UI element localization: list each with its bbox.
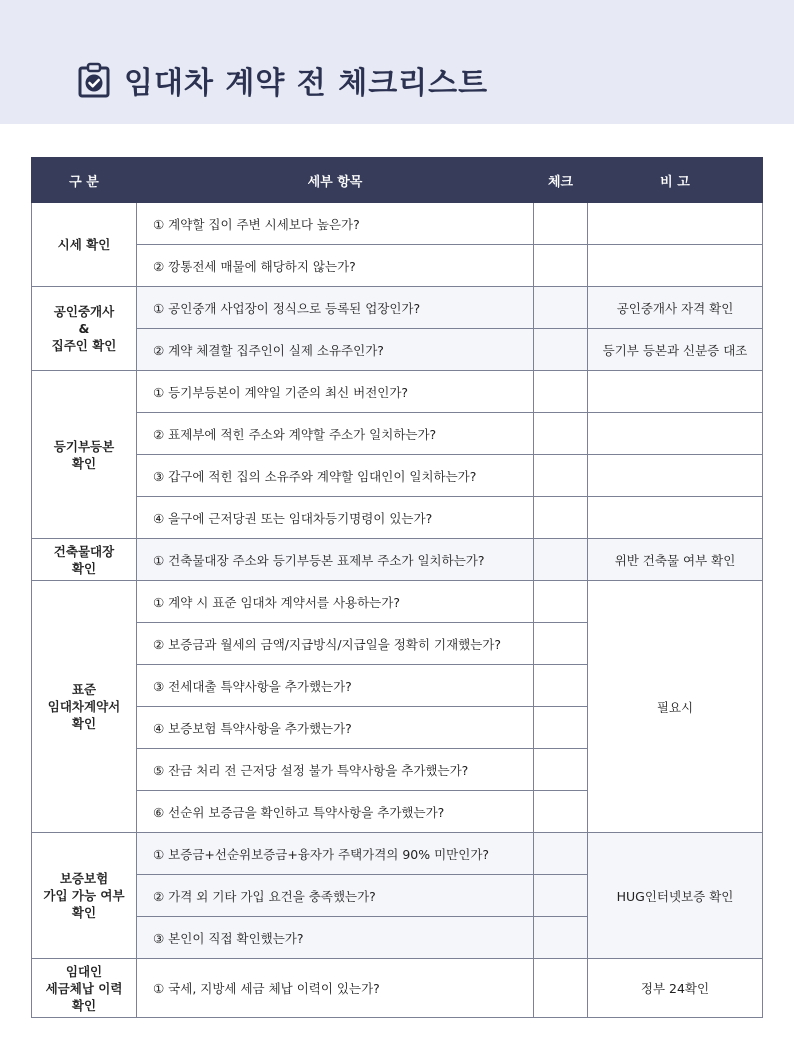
check-box[interactable] <box>534 371 588 413</box>
item-cell: ③ 본인이 직접 확인했는가? <box>137 917 534 959</box>
category-line: 보증보험 <box>59 871 109 886</box>
item-cell: ③ 전세대출 특약사항을 추가했는가? <box>137 665 534 707</box>
header-banner <box>0 0 794 124</box>
check-box[interactable] <box>534 875 588 917</box>
category-cell: 시세 확인 <box>32 203 137 287</box>
check-box[interactable] <box>534 287 588 329</box>
item-cell: ② 가격 외 기타 가입 요건을 충족했는가? <box>137 875 534 917</box>
clipboard-check-icon <box>78 62 110 98</box>
category-line: 표준 <box>71 682 97 697</box>
header-check: 체크 <box>534 158 588 203</box>
title-group <box>78 58 488 102</box>
note-cell: 공인중개사 자격 확인 <box>588 287 763 329</box>
category-cell <box>32 581 137 833</box>
check-box[interactable] <box>534 497 588 539</box>
category-cell <box>32 539 137 581</box>
check-box[interactable] <box>534 959 588 1018</box>
item-cell: ② 보증금과 월세의 금액/지급방식/지급일을 정확히 기재했는가? <box>137 623 534 665</box>
check-box[interactable] <box>534 917 588 959</box>
table-row <box>32 581 763 623</box>
category-line: 공인중개사 <box>53 304 115 319</box>
check-box[interactable] <box>534 791 588 833</box>
table-row <box>32 287 763 329</box>
check-box[interactable] <box>534 245 588 287</box>
category-line: 확인 <box>71 997 97 1013</box>
note-cell: 등기부 등본과 신분증 대조 <box>588 329 763 371</box>
note-cell: 정부 24확인 <box>588 959 763 1018</box>
table-row <box>32 245 763 287</box>
category-line: 확인 <box>71 455 97 471</box>
check-box[interactable] <box>534 665 588 707</box>
note-cell: 위반 건축물 여부 확인 <box>588 539 763 581</box>
category-cell <box>32 833 137 959</box>
category-line: & <box>78 321 90 336</box>
category-line: 집주인 확인 <box>51 338 117 353</box>
item-cell: ④ 을구에 근저당권 또는 임대차등기명령이 있는가? <box>137 497 534 539</box>
note-cell <box>588 455 763 497</box>
note-cell <box>588 413 763 455</box>
page-title: 임대차 계약 전 체크리스트 <box>124 66 489 101</box>
check-box[interactable] <box>534 623 588 665</box>
category-line: 확인 <box>71 716 97 731</box>
category-cell <box>32 287 137 371</box>
table-row <box>32 329 763 371</box>
check-box[interactable] <box>534 455 588 497</box>
item-cell: ⑥ 선순위 보증금을 확인하고 특약사항을 추가했는가? <box>137 791 534 833</box>
item-cell: ① 등기부등본이 계약일 기준의 최신 버전인가? <box>137 371 534 413</box>
check-box[interactable] <box>534 833 588 875</box>
category-cell <box>32 371 137 539</box>
item-cell: ② 계약 체결할 집주인이 실제 소유주인가? <box>137 329 534 371</box>
item-cell: ② 깡통전세 매물에 해당하지 않는가? <box>137 245 534 287</box>
item-cell: ① 보증금+선순위보증금+융자가 주택가격의 90% 미만인가? <box>137 833 534 875</box>
table-row <box>32 959 763 1018</box>
table-row <box>32 539 763 581</box>
note-cell <box>588 245 763 287</box>
category-line: 확인 <box>71 905 97 920</box>
item-cell: ① 계약할 집이 주변 시세보다 높은가? <box>137 203 534 245</box>
category-line: 임대인 <box>65 963 103 979</box>
note-cell: 필요시 <box>588 581 763 833</box>
item-cell: ③ 갑구에 적힌 집의 소유주와 계약할 임대인이 일치하는가? <box>137 455 534 497</box>
note-cell <box>588 371 763 413</box>
table-row <box>32 371 763 413</box>
item-cell: ① 공인중개 사업장이 정식으로 등록된 업장인가? <box>137 287 534 329</box>
check-box[interactable] <box>534 539 588 581</box>
header-item: 세부 항목 <box>137 158 534 203</box>
category-cell <box>32 959 137 1018</box>
table-row <box>32 203 763 245</box>
check-box[interactable] <box>534 329 588 371</box>
item-cell: ④ 보증보험 특약사항을 추가했는가? <box>137 707 534 749</box>
category-line: 임대차계약서 <box>47 699 121 714</box>
header-note: 비 고 <box>588 158 763 203</box>
category-line: 가입 가능 여부 <box>43 888 125 903</box>
category-line: 등기부등본 <box>53 438 115 454</box>
item-cell: ① 국세, 지방세 세금 체납 이력이 있는가? <box>137 959 534 1018</box>
header-category: 구 분 <box>32 158 137 203</box>
table-row <box>32 413 763 455</box>
check-box[interactable] <box>534 413 588 455</box>
check-box[interactable] <box>534 581 588 623</box>
category-line: 확인 <box>71 560 97 576</box>
checklist-table <box>31 157 763 1018</box>
item-cell: ② 표제부에 적힌 주소와 계약할 주소가 일치하는가? <box>137 413 534 455</box>
check-box[interactable] <box>534 203 588 245</box>
note-cell <box>588 203 763 245</box>
note-cell: HUG인터넷보증 확인 <box>588 833 763 959</box>
item-cell: ① 계약 시 표준 임대차 계약서를 사용하는가? <box>137 581 534 623</box>
category-line: 세금체납 이력 <box>45 980 123 996</box>
item-cell: ① 건축물대장 주소와 등기부등본 표제부 주소가 일치하는가? <box>137 539 534 581</box>
check-box[interactable] <box>534 707 588 749</box>
note-cell <box>588 497 763 539</box>
table-row <box>32 497 763 539</box>
table-row <box>32 455 763 497</box>
check-box[interactable] <box>534 749 588 791</box>
table-header-row <box>32 158 763 203</box>
category-line: 건축물대장 <box>53 543 115 559</box>
item-cell: ⑤ 잔금 처리 전 근저당 설정 불가 특약사항을 추가했는가? <box>137 749 534 791</box>
table-row <box>32 833 763 875</box>
